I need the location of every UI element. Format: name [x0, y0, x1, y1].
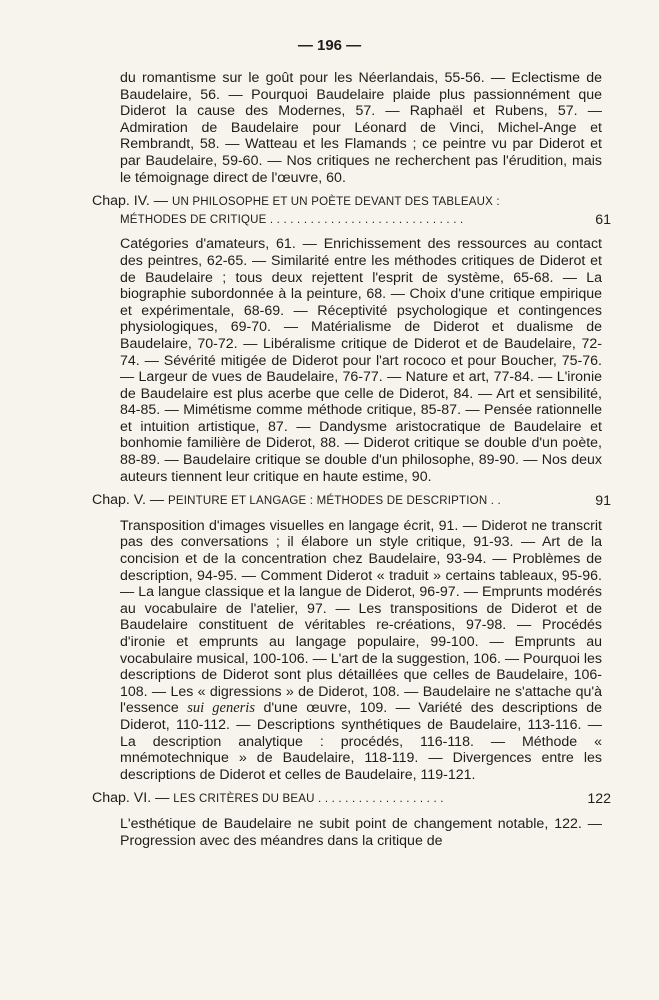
chapter-5-label: Chap. V. —: [92, 492, 165, 509]
chapter-6-page: 122: [587, 791, 611, 808]
chapter-4-summary: Catégories d'amateurs, 61. — Enrichissement des ressources au contact des peintres, 62-65. — Similarité entre les méthodes critiques de Diderot et de Baudelaire ; tous deux rejettent l'esprit de système, 65-68. — La biographie subordonnée à la peinture, 68. — Choix d'une critique empirique et expérimentale, 68-69. — Réceptivité psychologique et contingences physiologiques, 69-70. — Matérialisme de Diderot et dualisme de Baudelaire, 70-72. — Libéralisme critique de Diderot et de Baudelaire, 72-74. — Sévérité mitigée de Diderot pour l'art rococo et pour Boucher, 75-76. — Largeur de vues de Baudelaire, 76-77. — Nature et art, 77-84. — L'ironie de Baudelaire est plus acerbe que celle de Diderot, 84. — Art et sensibilité, 84-85. — Mimétisme comme méthode critique, 85-87. — Pensée rationnelle et intuition artistique, 87. — Dandysme aristocratique de Baudelaire et bonhomie familière de Diderot, 88. — Diderot critique se double d'un poète, 88-89. — Baudelaire critique se double d'un philosophe, 89-90. — Nos deux auteurs tiennent leur critique en haute estime, 90.: [120, 236, 602, 485]
chapter-4-title-line-1: UN PHILOSOPHE ET UN POÈTE DEVANT DES TABLEAUX :: [171, 196, 500, 209]
chapter-5-title: PEINTURE ET LANGAGE : MÉTHODES DE DESCRIPTION . .: [167, 495, 501, 508]
chapter-6-summary: L'esthétique de Baudelaire ne subit point de changement notable, 122. — Progression avec des méandres dans la critique de: [120, 815, 602, 849]
chapter-4-title-line-2: MÉTHODES DE CRITIQUE . . . . . . . . . . . . . . . . . . . . . . . . . . . . .: [120, 213, 464, 226]
chapter-5-summary-part-2: d'une œuvre, 109. — Variété des descriptions de Diderot, 110-112. — Descriptions synthétiques de Baudelaire, 113-116. — La description analytique : procédés, 116-118. — Méthode « mnémotechnique » de Baudelaire, 118-119. — Divergences entre les descriptions de Diderot et celles de Baudelaire, 119-121.: [120, 700, 603, 783]
chapter-4-page: 61: [595, 211, 611, 228]
chapter-4-heading: [92, 193, 611, 228]
chapter-5-summary: [92, 518, 602, 784]
chapter-5-summary-italic: sui generis: [187, 700, 255, 717]
chapter-5-heading: [92, 492, 611, 510]
chapter-5-summary-part-1: Transposition d'images visuelles en langage écrit, 91. — Diderot ne transcrit pas des conversations ; il élabore un style critique, 91-93. — Art de la concision et de la concentration chez Baudelaire, 93-94. — Problèmes de description, 94-95. — Comment Diderot « traduit » certains tableaux, 95-96. — La langue classique et la langue de Diderot, 96-97. — Emprunts modérés au vocabulaire de l'atelier, 97. — Les transpositions de Diderot et de Baudelaire constituent de véritables re-créations, 97-98. — Procédés d'ironie et emprunts au langage populaire, 99-100. — Emprunts au vocabulaire musical, 100-106. — L'art de la suggestion, 106. — Pourquoi les descriptions de Diderot sont plus détaillées que celles de Baudelaire, 106-108. — Les « digressions » de Diderot, 108. — Baudelaire ne s'attache qu'à l'essence: [120, 517, 602, 717]
chapter-4-label: Chap. IV. —: [92, 193, 168, 210]
table-of-contents: [92, 70, 611, 849]
chapter-6-heading: [92, 790, 611, 808]
chapter-6-label: Chap. VI. —: [92, 790, 170, 807]
chapter-5-page: 91: [595, 493, 611, 510]
page-number: — 196 —: [297, 37, 362, 54]
section-continuation-text: du romantisme sur le goût pour les Néerlandais, 55-56. — Eclectisme de Baudelaire, 56. — Pourquoi Baudelaire plaide plus passionnément que Diderot la cause des Modernes, 57. — Raphaël et Rubens, 57. — Admiration de Baudelaire pour Léonard de Vinci, Michel-Ange et Rembrandt, 58. — Watteau et les Flamands ; ce peintre vu par Diderot et par Baudelaire, 59-60. — Nos critiques ne recherchent pas l'érudition, mais le témoignage direct de l'œuvre, 60.: [120, 70, 602, 186]
chapter-6-title: LES CRITÈRES DU BEAU . . . . . . . . . . . . . . . . . . .: [173, 793, 444, 806]
